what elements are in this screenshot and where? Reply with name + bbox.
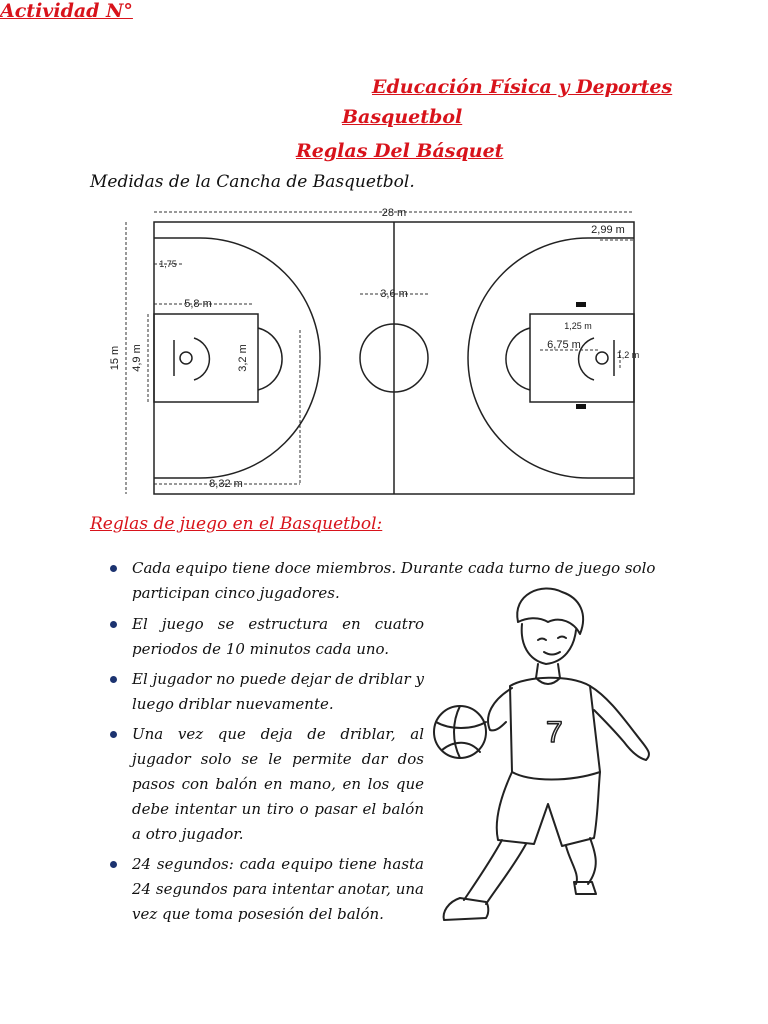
rule-item: 24 segundos: cada equipo tiene hasta 24 segundos para intentar anotar, una vez que toma posesión del balón. <box>106 852 424 927</box>
circle-small-label: 3,2 m <box>237 344 249 372</box>
corner-three-label: 2,99 m <box>591 224 625 236</box>
rule-item: Cada equipo tiene doce miembros. Durante cada turno de juego solo participan cinco jugadores. <box>106 556 686 606</box>
rules-title: Reglas Del Básquet <box>296 140 504 162</box>
key-width-label: 4,9 m <box>131 344 143 372</box>
rules-list <box>106 612 424 932</box>
backboard-offset-label: 1,2 m <box>616 350 640 360</box>
basketball-court-diagram <box>90 200 650 500</box>
court-width-label: 15 m <box>109 345 121 371</box>
court-measures-heading: Medidas de la Cancha de Basquetbol. <box>90 172 415 192</box>
free-throw-distance-label: 5,8 m <box>184 298 212 310</box>
backcourt-length-label: 8,32 m <box>209 478 243 490</box>
sport-title: Basquetbol <box>342 106 463 128</box>
rule-item: Una vez que deja de driblar, al jugador solo se le permite dar dos pasos con balón en mano, en los que debe intentar un tiro o pasar el balón a otro jugador. <box>106 722 424 847</box>
court-length-label: 28 m <box>381 207 407 219</box>
three-point-radius-label: 6,75 m <box>547 339 581 351</box>
rule-item: El juego se estructura en cuatro periodos de 10 minutos cada uno. <box>106 612 424 662</box>
rule-item: El jugador no puede dejar de driblar y luego driblar nuevamente. <box>106 667 424 717</box>
basket-offset-label: 1,25 m <box>564 321 592 331</box>
activity-label: Actividad N° <box>0 0 133 22</box>
basketball-player-illustration <box>430 582 660 932</box>
game-rules-heading: Reglas de juego en el Basquetbol: <box>90 514 383 534</box>
subject-title: Educación Física y Deportes <box>372 76 673 98</box>
jersey-number: 7 <box>546 716 563 749</box>
no-charge-label: 1,75 <box>159 259 177 269</box>
circle-diameter-label: 3,6 m <box>380 288 408 300</box>
